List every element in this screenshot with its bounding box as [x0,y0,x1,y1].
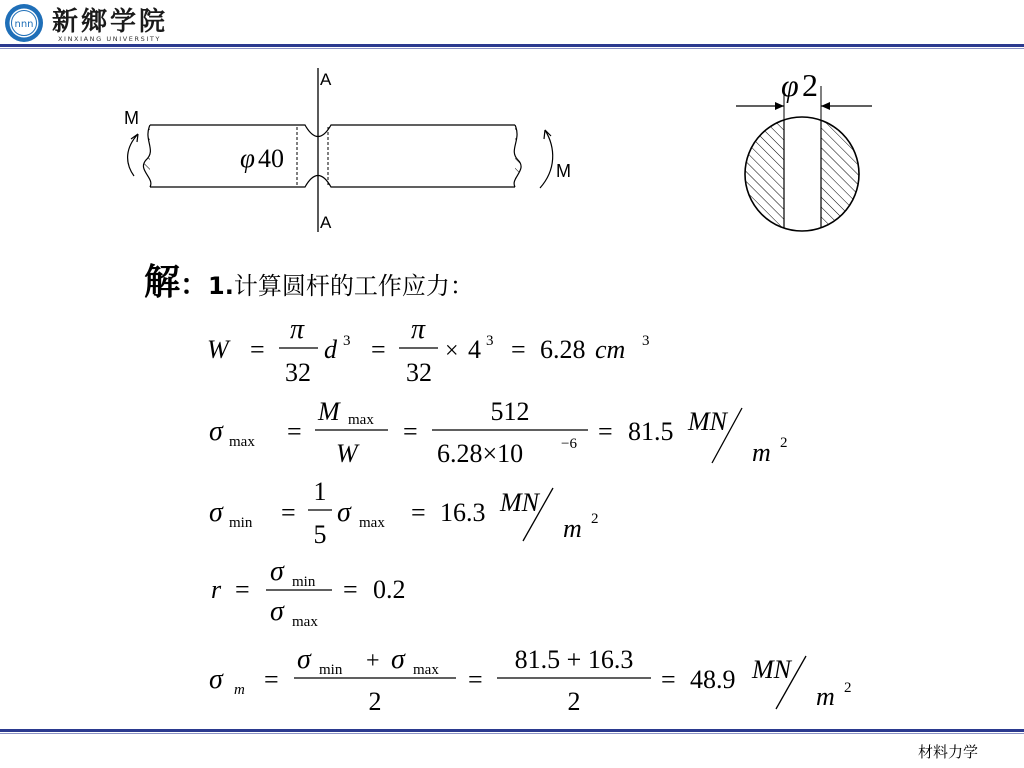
svg-text:σ: σ [270,596,284,627]
equation-mean-stress [209,644,852,716]
svg-text:max: max [359,515,385,531]
svg-text:σ: σ [337,497,351,528]
svg-text:=: = [264,665,279,694]
svg-text:16.3: 16.3 [440,498,486,527]
svg-text:min: min [319,662,343,678]
section-label-bottom: A [320,213,332,232]
svg-text:m: m [816,682,835,711]
svg-text:min: min [229,515,253,531]
step-number: 1. [208,272,234,300]
svg-text:2: 2 [844,680,852,696]
svg-text:=: = [661,665,676,694]
equation-stress-ratio [211,556,406,630]
university-subtitle: XINXIANG UNIVERSITY [58,35,162,43]
logo-badge-text: nnn [14,19,34,30]
equation-section-modulus [207,314,650,387]
moment-right-label: M [556,161,571,181]
svg-text:m: m [563,514,582,543]
svg-text:min: min [292,574,316,590]
university-wordmark: 新鄉学院 [52,7,169,37]
svg-text:π: π [410,314,426,345]
svg-text:W: W [207,335,229,364]
svg-text:3: 3 [343,333,351,349]
svg-text:σ: σ [209,497,223,528]
svg-text:32: 32 [406,358,432,387]
svg-text:4: 4 [468,335,481,364]
course-name: 材料力学 [917,743,978,761]
svg-text:m: m [234,682,245,698]
svg-text:MN: MN [752,655,791,684]
svg-text:512: 512 [490,397,530,426]
svg-text:=: = [250,335,265,364]
svg-text:σ: σ [209,664,223,695]
svg-text:σ: σ [270,556,284,587]
svg-text:3: 3 [642,333,650,349]
svg-text:=: = [287,417,302,446]
svg-text:3: 3 [486,333,494,349]
svg-text:=: = [598,417,613,446]
svg-text:σ: σ [391,644,405,675]
svg-text:MN: MN [500,488,539,517]
svg-text:5: 5 [313,520,327,549]
svg-text:32: 32 [285,358,311,387]
svg-text:=: = [235,575,250,604]
svg-text:W: W [336,439,358,468]
svg-text:max: max [348,412,374,428]
svg-text:2: 2 [368,687,382,716]
svg-text:48.9: 48.9 [690,665,736,694]
svg-text:=: = [343,575,358,604]
svg-text:max: max [229,434,255,450]
solution-prefix: 解 [144,261,181,303]
svg-text:MN: MN [688,407,727,436]
svg-text:×: × [445,338,459,364]
svg-text:2: 2 [780,435,788,451]
svg-text:−6: −6 [561,436,577,452]
svg-text:=: = [371,335,386,364]
svg-text:d: d [324,335,337,364]
svg-text:=: = [468,665,483,694]
svg-text:81.5: 81.5 [628,417,674,446]
diameter-value: 40 [258,144,284,173]
footer-rule [0,729,1024,732]
svg-text:6.28×10: 6.28×10 [437,439,524,468]
svg-text:σ: σ [209,416,223,447]
svg-text:6.28: 6.28 [540,335,586,364]
hole-diameter-symbol: φ [781,67,799,103]
step-title: 计算圆杆的工作应力： [233,272,474,300]
moment-left-label: M [124,108,139,128]
svg-text:max: max [292,614,318,630]
svg-text:81.5 + 16.3: 81.5 + 16.3 [514,645,634,674]
svg-text:σ: σ [297,644,311,675]
svg-text:M: M [318,397,340,426]
svg-text:=: = [411,498,426,527]
diameter-symbol: φ [240,143,255,173]
svg-text:=: = [281,498,296,527]
svg-text:0.2: 0.2 [373,575,406,604]
svg-text:=: = [403,417,418,446]
hole-diameter-value: 2 [802,67,818,103]
svg-text:max: max [413,662,439,678]
section-label-top: A [320,70,332,89]
svg-text:1: 1 [313,477,327,506]
svg-text:m: m [752,438,771,467]
svg-text:cm: cm [595,335,626,364]
svg-text:+: + [366,648,380,674]
svg-text:2: 2 [591,511,599,527]
svg-text:2: 2 [567,687,581,716]
svg-text:r: r [211,575,222,604]
svg-text:π: π [289,314,305,345]
footer-rule-thin [0,733,1024,734]
solution-colon: ： [180,268,209,301]
svg-text:=: = [511,335,526,364]
equation-sigma-max [209,397,788,468]
equation-sigma-min [209,477,599,549]
